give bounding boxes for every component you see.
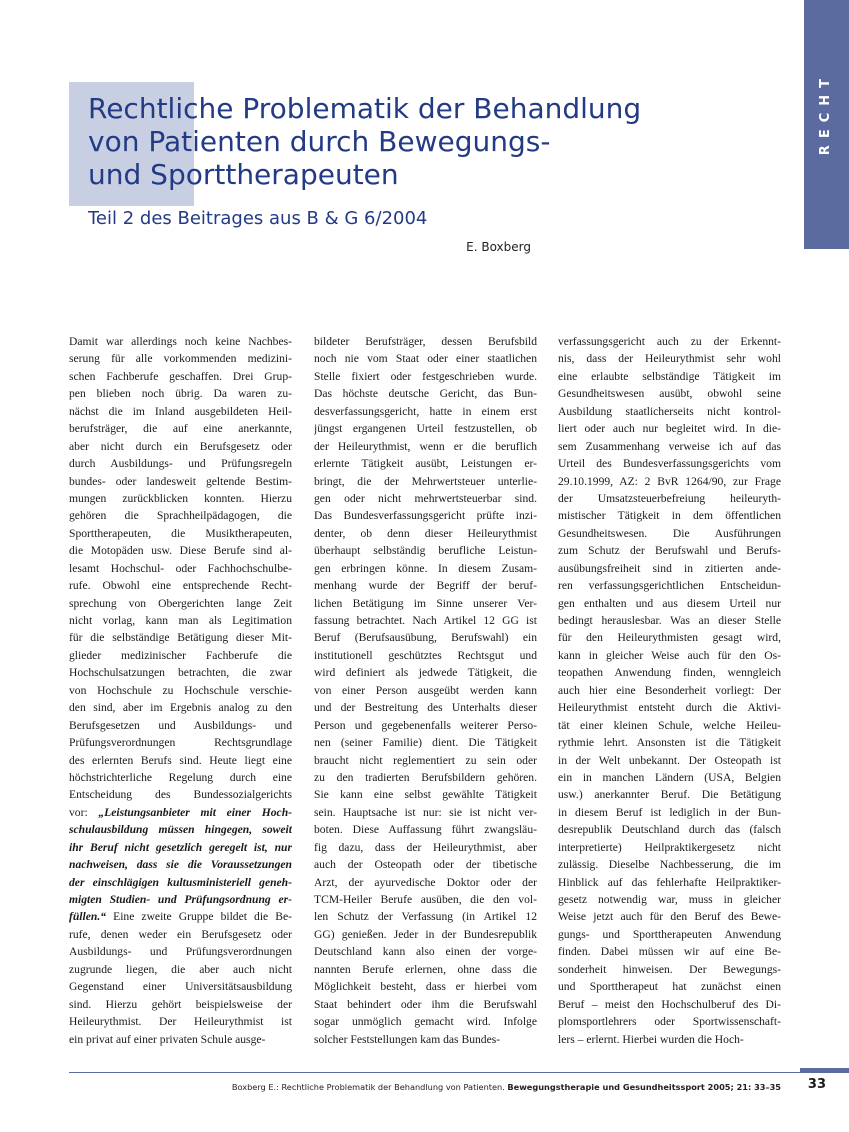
text-line: ihr Beruf nicht gesetzlich geregelt ist, nur	[69, 840, 292, 854]
text-line: Stelle fixiert oder festgeschrieben wurde.	[314, 369, 537, 383]
article-title	[88, 92, 728, 191]
article-title-line: Rechtliche Problematik der Behandlung	[88, 92, 642, 125]
text-line: Hinblick auf das fehlerhafte Heilpraktiker-	[558, 875, 781, 889]
text-line: Deutschland kann also einen der vorge-	[314, 945, 537, 959]
text-line: für die selbständige Betätigung dieser Mit-	[69, 631, 292, 645]
text-line: gen erbringen könne. In diesem Zusam-	[314, 561, 537, 575]
text-line: noch nie vom Staat oder einer staatlichen	[314, 352, 537, 366]
text-line: eine erlaubte selbständige Tätigkeit im	[558, 369, 781, 383]
text-line: Weise jetzt auch für den Beruf des Bewe-	[558, 910, 781, 924]
text-line: plomsportlehrers oder Sportwissenschaft-	[558, 1015, 781, 1029]
text-line: Ausbildungs- und Prüfungsverordnungen	[69, 945, 292, 959]
text-line: schen Fachberufe geschaffen. Drei Grup-	[69, 369, 292, 383]
text-line: der Heileurythmist, wenn er die beruflich	[314, 439, 537, 453]
text-line: 29.10.1999, AZ: 2 BvR 1264/90, zur Frage	[558, 474, 781, 488]
section-label: RECHT	[818, 72, 833, 156]
author-name: E. Boxberg	[466, 240, 531, 254]
text-line: sogar unmöglich gemacht wird. Infolge	[314, 1015, 537, 1029]
text-line: jüngst ergangenen Urteil festzustellen, ob	[314, 422, 537, 436]
text-line: lichen Betätigung im Sinne unserer Ver-	[314, 596, 537, 610]
text-line: sind. Hierzu gehört beispielsweise der	[69, 997, 292, 1011]
text-line: zum Schutz der Berufswahl und Berufs-	[558, 544, 781, 558]
text-line: bringt, die der Mehrwertsteuer unterlie-	[314, 474, 537, 488]
text-line: rythmie lehrt. Ansonsten ist die Tätigkeit	[558, 736, 781, 750]
text-line: gungs- und Sporttherapeuten Anwendung	[558, 927, 781, 941]
text-line: rufe. Obwohl eine entsprechende Recht-	[69, 579, 292, 593]
text-line: zu den tradierten Berufsbildern gehören.	[314, 770, 537, 784]
footer-rule	[69, 1072, 849, 1073]
text-line: interpretierte) Heilpraktikergesetz nicht	[558, 840, 781, 854]
footer-rule-accent	[800, 1068, 849, 1072]
text-line: denter, ob denn dieser Heileurythmist	[314, 526, 537, 540]
text-line: in der Welt unbekannt. Der Osteopath ist	[558, 753, 781, 767]
text-line: institutionell geschütztes Rechtsgut und	[314, 648, 537, 662]
text-line: auch der Osteopath oder der tibetische	[314, 858, 537, 872]
text-line: füllen.“ Eine zweite Gruppe bildet die Be-	[69, 910, 292, 924]
text-line: aber nicht durch ein Berufsgesetz oder	[69, 439, 292, 453]
text-line: durch Ausbildungs- und Prüfungsregeln	[69, 457, 292, 471]
text-line: pen blieben noch übrig. Da waren zu-	[69, 387, 292, 401]
text-line: der einschlägigen kultusministeriell geneh-	[69, 875, 292, 889]
text-column-3	[558, 333, 781, 1048]
text-line: nis, dass der Heileurythmist sehr wohl	[558, 352, 781, 366]
text-line: sem Zusammenhang verweise ich auf das	[558, 439, 781, 453]
article-title-line: und Sporttherapeuten	[88, 158, 399, 191]
text-line: wird definiert als jedwede Tätigkeit, die	[314, 666, 537, 680]
page-number: 33	[807, 1077, 826, 1092]
text-line: Das höchste deutsche Gericht, das Bun-	[314, 387, 537, 401]
text-line: desrepublik Deutschland durch das (falsch	[558, 823, 781, 837]
text-line: Gesundheitswesen ausübt, obwohl seine	[558, 387, 781, 401]
text-line: Ausbildung staatlicherseits nicht kontrol-	[558, 404, 781, 418]
text-line: sein. Hauptsache ist nur: sie ist nicht ver-	[314, 805, 537, 819]
text-line: bedingt herauslesbar. Was an dieser Stelle	[558, 614, 781, 627]
text-line: Hochschulsatzungen betrachten, die zwar	[69, 666, 292, 680]
text-line: nannten Berufe erlernen, ohne dass die	[314, 962, 537, 976]
text-line: menhang wurde der Begriff der beruf-	[314, 579, 537, 593]
text-line: zugrunde liegen, die aber auch nicht	[69, 962, 292, 976]
text-line: Heileurythmist. Der Heileurythmist ist	[69, 1015, 292, 1029]
text-line: berufsträger, die auf eine anerkannte,	[69, 422, 292, 436]
text-line: TCM-Heiler Berufe ausüben, die den vol-	[314, 893, 537, 906]
text-line: Entscheidung des Bundessozialgerichts	[69, 788, 292, 802]
text-line: liert oder auch nur begleitet wird. In die-	[558, 422, 781, 436]
text-line: Prüfungsverordnungen Rechtsgrundlage	[69, 736, 292, 750]
text-column-1	[69, 333, 292, 1048]
text-line: teopathen Anwendung finden, wenngleich	[558, 666, 781, 680]
text-line: auch hier eine Besonderheit vorliegt: Der	[558, 683, 781, 697]
text-line: Person und gegebenenfalls weiterer Perso-	[314, 718, 537, 732]
text-line: Beruf (Berufsausübung, Berufswahl) ein	[314, 631, 537, 645]
text-line: GG) genießen. Jeder in der Bundesrepublik	[314, 927, 537, 941]
text-line: ein in manchen Ländern (USA, Belgien	[558, 770, 781, 784]
text-line: nen (seiner Familie) dient. Die Tätigkeit	[314, 736, 537, 750]
text-line: gen oder nicht mehrwertsteuerbar sind.	[314, 491, 537, 505]
text-line: gehören die Sprachheilpädagogen, die	[69, 509, 292, 523]
article-title-line: von Patienten durch Bewegungs-	[88, 125, 551, 158]
text-line: höchstrichterliche Regelung durch eine	[69, 770, 292, 784]
text-line: Staat behindert oder ihm die Berufswahl	[314, 997, 537, 1011]
text-line: Gesundheitswesen. Die Ausführungen	[558, 526, 781, 540]
text-line: solcher Feststellungen kam das Bundes-	[314, 1032, 501, 1046]
text-line: und Sporttherapeut hat zunächst einen	[558, 980, 781, 994]
text-line: Sporttherapeuten, die Musiktherapeuten,	[69, 526, 292, 540]
text-line: bundes- oder landesweit geltende Bestim-	[69, 474, 292, 488]
text-line: Das Bundesverfassungsgericht prüfte inzi-	[314, 509, 537, 523]
citation-text: Boxberg E.: Rechtliche Problematik der Behandlung von Patienten.	[231, 1082, 508, 1092]
text-line: von Hochschule zu Hochschule verschie-	[69, 683, 292, 697]
text-line: Beruf – meist den Hochschulberuf des Di-	[558, 997, 781, 1011]
text-line: Heileurythmist entsteht durch die Aktivi-	[558, 701, 781, 715]
text-line: ren verfassungsgerichtlichen Entscheidun-	[558, 579, 781, 593]
text-line: finden. Dabei müssen wir auf eine Be-	[558, 945, 781, 959]
text-line: vor: „Leistungsanbieter mit einer Hoch-	[69, 805, 292, 819]
text-line: desverfassungsgericht, hatte in einem erst	[314, 404, 537, 418]
text-line: nachweisen, dass sie die Voraussetzungen	[69, 858, 292, 872]
text-line: gesetz notwendig war, muss in gleicher	[558, 893, 781, 906]
text-line: bildeter Berufsträger, dessen Berufsbild	[314, 335, 537, 348]
text-line: Berufsgesetzen und Ausbildungs- und	[69, 718, 292, 732]
footer-citation	[69, 1082, 781, 1092]
text-column-2	[314, 333, 537, 1048]
text-line: der Umsatzsteuerbefreiung heileuryth-	[558, 491, 781, 505]
text-line: sprechung von Obergerichten lange Zeit	[69, 596, 292, 610]
text-line: erlernte Tätigkeit ausübt, Leistungen er-	[314, 457, 537, 471]
text-line: des erlernten Berufs sind. Heute liegt eine	[69, 753, 292, 767]
text-line: migten Studien- und Prüfungsordnung er-	[69, 893, 292, 906]
text-line: lers – erlernt. Hierbei wurden die Hoch-	[558, 1032, 744, 1046]
citation-journal: Bewegungstherapie und Gesundheitssport 2005; 21: 33–35	[507, 1082, 781, 1092]
text-line: ausübungsfreiheit sind in zitierten ande-	[558, 561, 781, 575]
text-line: den sind, aber im Ergebnis analog zu den	[69, 701, 292, 715]
text-line: mungen zurückblicken konnten. Hierzu	[69, 491, 292, 505]
text-line: für den Heileurythmisten gesagt wird,	[558, 631, 781, 645]
text-line: die Motopäden usw. Diese Berufe sind al-	[69, 544, 292, 558]
text-line: boten. Diese Auffassung führt zwangsläu-	[314, 823, 537, 837]
text-line: kann in gleicher Weise auch für den Os-	[558, 648, 781, 662]
text-line: von einer Person ausgeübt werden kann	[314, 683, 537, 697]
text-line: fassung betrachtet. Nach Artikel 12 GG ist	[314, 614, 537, 627]
text-line: sonderheit hinweisen. Der Bewegungs-	[558, 962, 781, 976]
text-line: überhaupt selbständig berufliche Leistun-	[314, 544, 537, 558]
text-line: zulässig. Dieselbe Nachbesserung, die im	[558, 858, 781, 872]
text-line: verfassungsgericht auch zu der Erkennt-	[558, 335, 781, 348]
text-line: mistischer Tätigkeit in dem öffentlichen	[558, 509, 781, 523]
text-line: Arzt, der ayurvedische Doktor oder der	[314, 875, 537, 889]
text-line: und der Bestreitung des Unterhalts dieser	[314, 701, 537, 715]
text-line: gen enthalten und aus diesem Urteil nur	[558, 596, 781, 610]
text-line: nicht vorlag, kann man als Legitimation	[69, 614, 292, 627]
text-line: braucht nicht reglementiert zu sein oder	[314, 753, 537, 767]
text-line: glieder medizinischer Fachberufe die	[69, 648, 292, 662]
text-line: Damit war allerdings noch keine Nachbes-	[69, 335, 292, 348]
text-line: serung für alle vorkommenden medizini-	[69, 352, 292, 366]
text-line: tät einer kleinen Schule, welche Heileu-	[558, 718, 781, 732]
text-line: usw.) anerkannter Beruf. Die Betätigung	[558, 788, 781, 802]
text-line: Möglichkeit besteht, dass er hierbei vom	[314, 980, 537, 994]
text-line: Sie kann eine selbst gewählte Tätigkeit	[314, 788, 537, 802]
text-line: len Schutz der Verfassung (in Artikel 12	[314, 910, 537, 924]
section-tab	[804, 0, 849, 249]
text-line: in diesem Beruf ist lediglich in der Bun-	[558, 805, 781, 819]
text-line: nächst die im Inland ausgebildeten Heil-	[69, 404, 292, 418]
text-line: Urteil des Bundesverfassungsgerichts vom	[558, 457, 781, 471]
text-line: ein privat auf einer privaten Schule ausge-	[69, 1032, 266, 1046]
article-subtitle: Teil 2 des Beitrages aus B & G 6/2004	[88, 208, 428, 229]
text-line: Gegenstand einer Universitätsausbildung	[69, 980, 292, 994]
text-line: fig dazu, dass der Heileurythmist, aber	[314, 840, 537, 854]
text-line: rufe, denen weder ein Berufsgesetz oder	[69, 927, 292, 941]
text-line: lesamt Hochschul- oder Fachhochschulbe-	[69, 561, 292, 575]
text-line: schulausbildung müssen hingegen, soweit	[69, 823, 292, 837]
